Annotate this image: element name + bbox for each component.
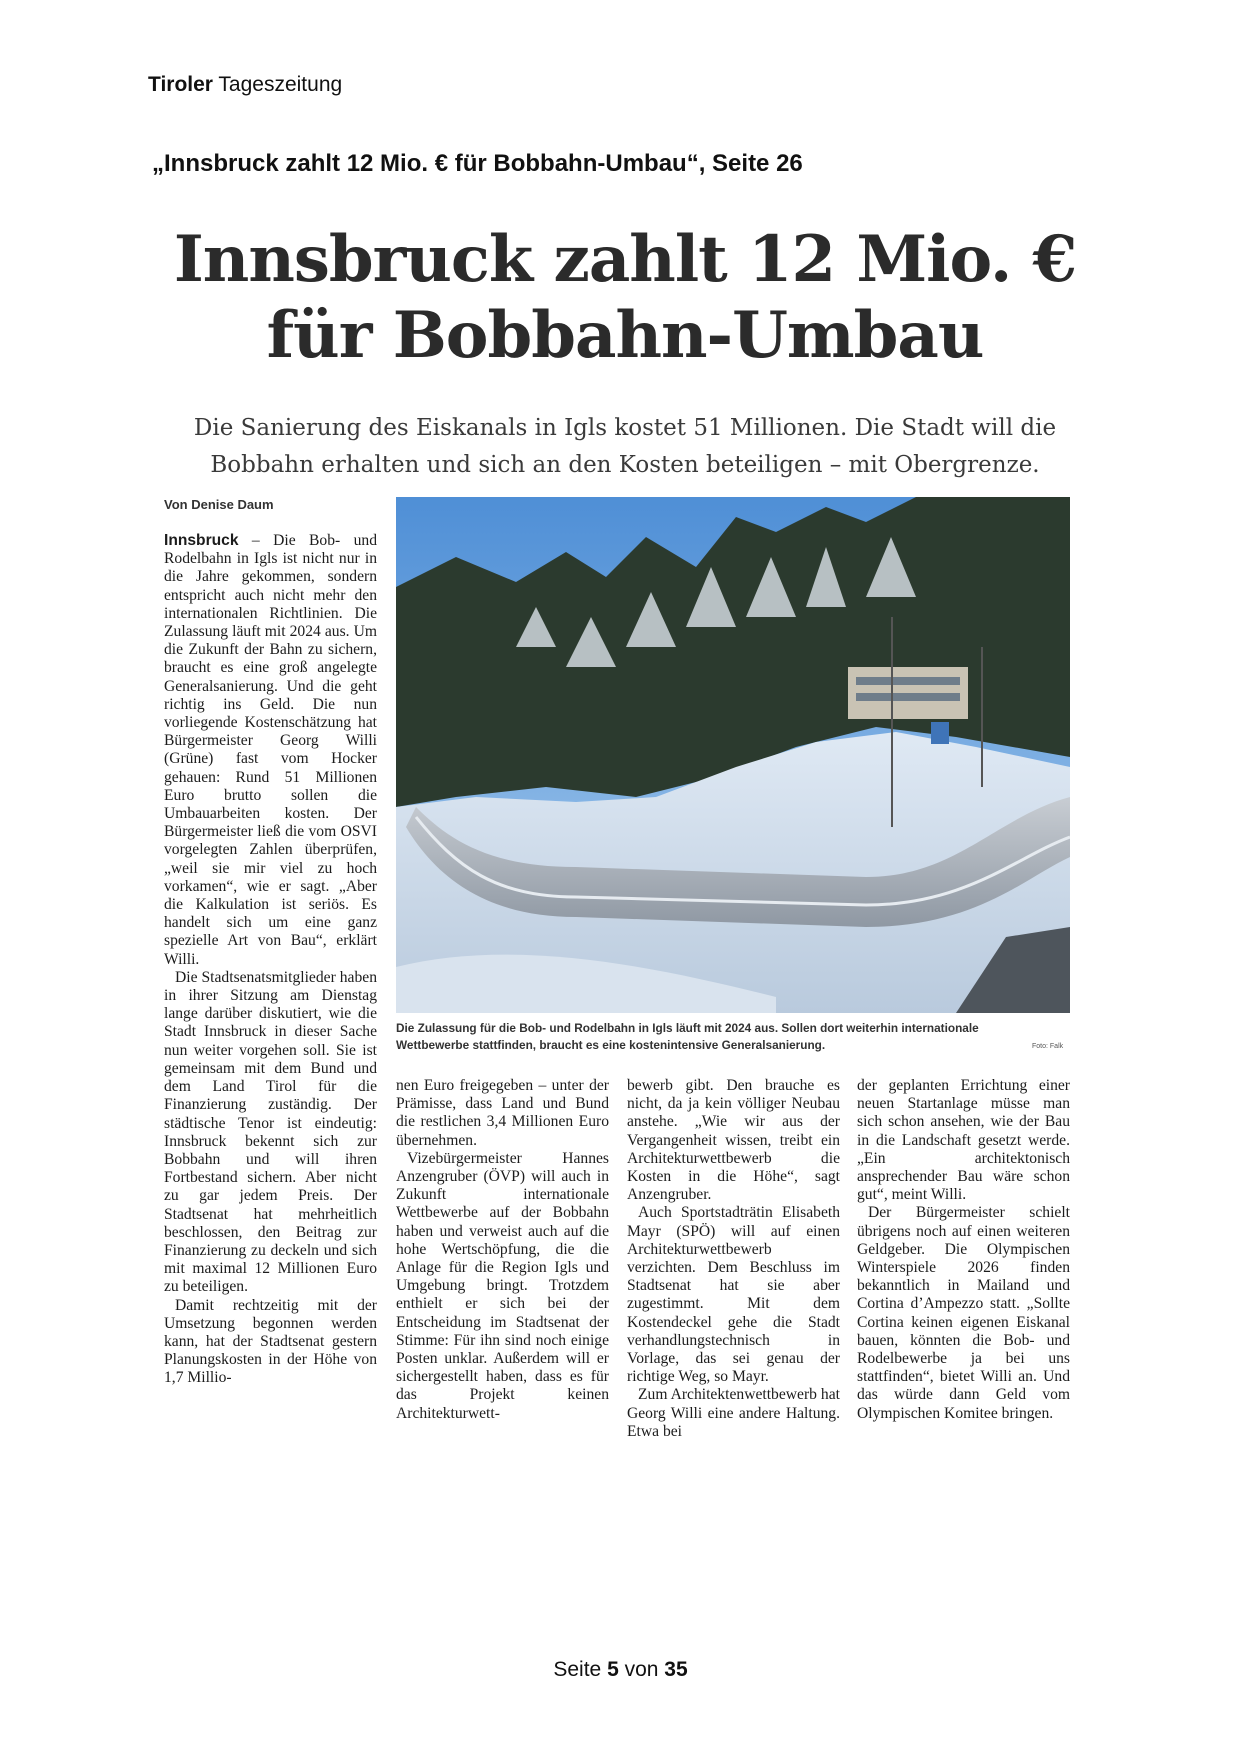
publication-name bbox=[148, 73, 342, 97]
paragraph: Der Bürgermeister schielt übrigens noch auf einen weiteren Geldgeber. Die Olympischen Winterspiele 2026 finden bekanntlich in Mailand und Cortina d’Ampezzo statt. „Sollte Cortina keinen eigenen Eiskanal bauen, könnten die Bob- und Rodelbewerbe ja bei uns stattfinden“, bietet Willi an. Und das würde dann Geld vom Olympischen Komitee bringen. bbox=[857, 1204, 1070, 1422]
article-column-3 bbox=[627, 1077, 840, 1441]
paragraph: bewerb gibt. Den brauche es nicht, da ja kein völliger Neubau anstehe. „Wie wir aus der Vergangenheit wissen, treibt ein Architekturwettbewerb die Kosten in die Höhe“, sagt Anzengruber. bbox=[627, 1077, 840, 1204]
paragraph: Auch Sportstadträtin Elisabeth Mayr (SPÖ) will auf einen Architekturwettbewerb verzichten. Dem Beschluss im Stadtsenat hat sie aber zugestimmt. Mit dem Kostendeckel gehe die Stadt verhandlungstechnisch in Vorlage, das sei genau der richtige Weg, so Mayr. bbox=[627, 1204, 840, 1386]
total-pages: 35 bbox=[664, 1658, 688, 1681]
publication-name-bold: Tiroler bbox=[148, 73, 213, 96]
photo-caption: Die Zulassung für die Bob- und Rodelbahn in Igls läuft mit 2024 aus. Sollen dort weiterhin internationale Wettbewerbe stattfinden, braucht es eine kostenintensive Generalsanierung. bbox=[396, 1021, 979, 1052]
article-column-4 bbox=[857, 1077, 1070, 1423]
article-column-2 bbox=[396, 1077, 609, 1423]
article-reference: „Innsbruck zahlt 12 Mio. € für Bobbahn-Umbau“, Seite 26 bbox=[152, 150, 803, 177]
photo-illustration bbox=[396, 497, 1070, 1013]
photo-credit: Foto: Falk bbox=[1032, 1043, 1064, 1050]
paragraph: Die Stadtsenatsmitglieder haben in ihrer Sitzung am Dienstag lange darüber diskutiert, wie die Stadt Innsbruck in dieser Sache nun weiter vorgehen soll. Sie ist gemeinsam mit dem Bund und dem Land Tirol für die Finanzierung zuständig. Der städtische Tenor ist eindeutig: Innsbruck bekennt sich zur Bobbahn und will ihren Fortbestand sichern. Aber nicht zu gar jedem Preis. Der Stadtsenat hat mehrheitlich beschlossen, den Beitrag zur Finanzierung zu deckeln und sich mit maximal 12 Millionen Euro zu beteiligen. bbox=[164, 968, 377, 1296]
current-page: 5 bbox=[607, 1658, 619, 1681]
paragraph: Vizebürgermeister Hannes Anzengruber (ÖVP) will auch in Zukunft internationale Wettbewerbe auf der Bobbahn haben und verweist auch auf die hohe Wertschöpfung, die die Anlage für die Region Igls und Umgebung bringt. Trotzdem enthielt er sich bei der Entscheidung im Stadtsenat der Stimme: Für ihn sind noch einige Posten unklar. Außerdem will er sichergestellt haben, dass es für das Projekt keinen Architekturwett- bbox=[396, 1149, 609, 1422]
publication-name-rest: Tageszeitung bbox=[212, 73, 343, 96]
paragraph: nen Euro freigegeben – unter der Prämisse, dass Land und Bund die restlichen 3,4 Millionen Euro übernehmen. bbox=[396, 1077, 609, 1149]
headline-line-2: für Bobbahn-Umbau bbox=[266, 298, 984, 373]
paragraph: Zum Architektenwettbewerb hat Georg Willi eine andere Haltung. Etwa bei bbox=[627, 1386, 840, 1440]
page-middle: von bbox=[618, 1658, 665, 1681]
bobsleigh-track-photo bbox=[396, 497, 1070, 1013]
headline bbox=[150, 222, 1100, 374]
byline: Von Denise Daum bbox=[164, 497, 274, 512]
dateline: Innsbruck bbox=[164, 532, 239, 549]
lead-text: – Die Bob- und Rodelbahn in Igls ist nicht nur in die Jahre gekommen, sondern entspricht auch nicht mehr den internationalen Richtlinien. Die Zulassung läuft mit 2024 aus. Um die Zukunft der Bahn zu sichern, braucht es eine groß angelegte Generalsanierung. Und die geht richtig ins Geld. Die nun vorliegende Kostenschätzung hat Bürgermeister Georg Willi (Grüne) fast vom Hocker gehauen: Rund 51 Millionen Euro brutto sollen die Umbauarbeiten kosten. Der Bürgermeister ließ die vom OSVI vorgelegten Zahlen überprüfen, „weil sie mir viel zu hoch vorkamen“, wie er sagt. „Aber die Kalkulation ist seriös. Es handelt sich um eine ganz spezielle Art von Bau“, erklärt Willi. bbox=[164, 532, 377, 968]
page-number bbox=[0, 1658, 1241, 1682]
lead-paragraph bbox=[164, 532, 377, 969]
headline-line-1: Innsbruck zahlt 12 Mio. € bbox=[173, 222, 1077, 297]
subheadline: Die Sanierung des Eiskanals in Igls kostet 51 Millionen. Die Stadt will die Bobbahn erhalten und sich an den Kosten beteiligen – mit Obergrenze. bbox=[193, 415, 1057, 478]
page-prefix: Seite bbox=[553, 1658, 608, 1681]
article-column-1 bbox=[164, 532, 377, 1388]
paragraph: Damit rechtzeitig mit der Umsetzung begonnen werden kann, hat der Stadtsenat gestern Planungskosten in der Höhe von 1,7 Millio- bbox=[164, 1296, 377, 1387]
paragraph: der geplanten Errichtung einer neuen Startanlage müsse man sich schon ansehen, wie der Bau in die Landschaft gesetzt werde. „Ein architektonisch ansprechender Bau wäre schon gut“, meint Willi. bbox=[857, 1077, 1070, 1204]
